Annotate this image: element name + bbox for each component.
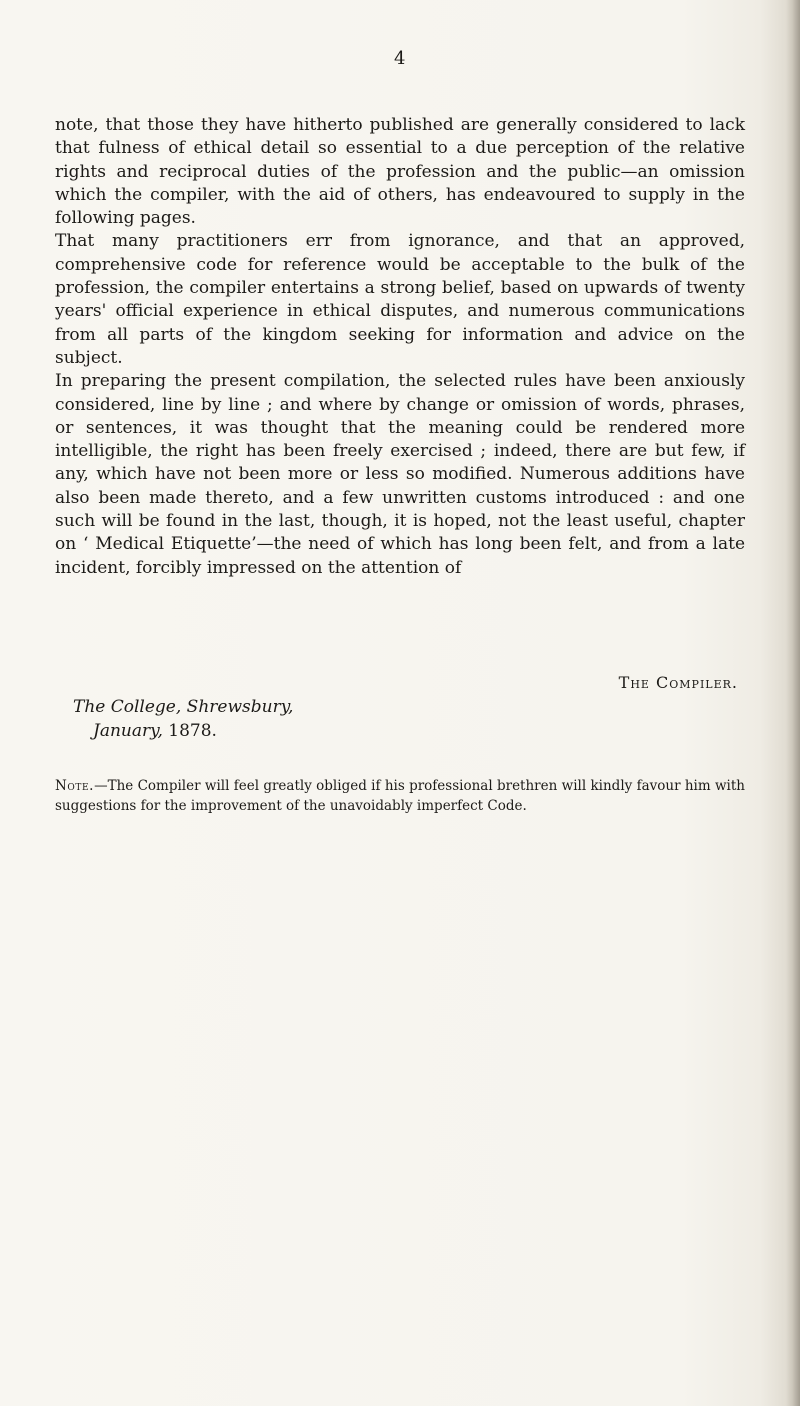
signature: The Compiler. — [618, 673, 738, 692]
date-month: January, — [93, 721, 163, 741]
paragraph-3: In preparing the present compilation, the selected rules have been anxiously considered, line by line ; and where by change or omission of words, phrases, or sentences, it was thought that the meaning could be rendered more intelligible, the right has been freely exercised ; indeed, there are but few, if any, which have not been more or less so modified. Numerous additions have also been made thereto, and a few unwritten customs introduced : and one such will be found in the last, though, it is hoped, not the least useful, chapter on ‘ Medical Etiquette’—the need of which has long been felt, and from a late incident, forcibly impressed on the attention of — [55, 371, 745, 578]
note-text: —The Compiler will feel greatly obliged if his professional brethren will kindly favour him with suggestions for the improvement of the unavoidably imperfect Code. — [55, 778, 745, 814]
date-year: 1878. — [168, 721, 217, 741]
place-line: The College, Shrewsbury, — [73, 697, 294, 717]
page-number: 4 — [394, 48, 406, 69]
note-label: Note. — [55, 778, 95, 794]
date-line — [93, 720, 217, 743]
page-edge-shadow — [786, 0, 800, 1406]
paragraph-1: note, that those they have hitherto published are generally considered to lack that fulness of ethical detail so essential to a due perception of the relative rights and reciprocal duties of the profession and the public—an omission which the compiler, with the aid of others, has endeavoured to supply in the following pages. — [55, 115, 745, 229]
paragraph-2: That many practitioners err from ignorance, and that an approved, comprehensive code for reference would be acceptable to the bulk of the profession, the compiler entertains a strong belief, based on upwards of twenty years' official experience in ethical disputes, and numerous communications from all parts of the kingdom seeking for information and advice on the subject. — [55, 231, 745, 368]
body-text — [55, 114, 745, 580]
footnote — [55, 776, 745, 816]
